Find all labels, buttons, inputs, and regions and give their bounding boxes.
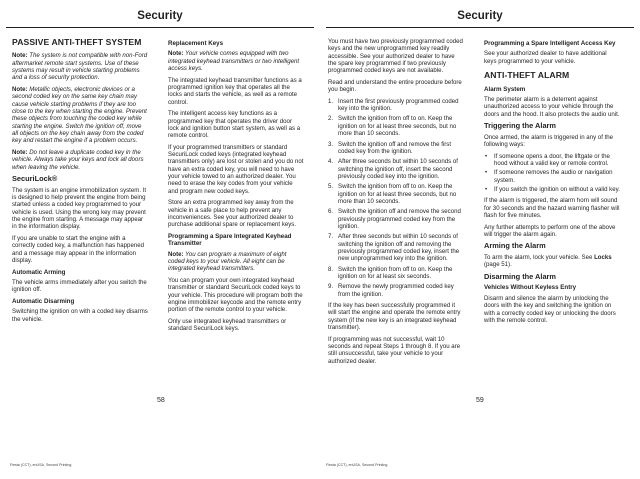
note-label: Note: (12, 85, 28, 93)
note-label: Note: (12, 52, 28, 60)
page-number: 59 (476, 397, 484, 404)
step-text: Remove the newly programmed coded key from the ignition. (338, 283, 454, 298)
body-paragraph (484, 254, 620, 269)
body-paragraph: If your programmed transmitters or standard SecuriLock coded keys (integrated keyhead transmitters only) are lost or stolen and you do not have an extra coded key, you will need to have your vehicle towed to an authorized dealer. You need to erase the key codes from your vehicle and program new coded keys. (168, 143, 304, 195)
page-header (326, 6, 634, 28)
body-paragraph: The integrated keyhead transmitter functions as a programmed ignition key that operates all the locks and starts the vehicle, as well as a remote control. (168, 76, 302, 106)
body-paragraph: See your authorized dealer to have additional keys programmed to your vehicle. (484, 50, 607, 65)
programming-spare-keyhead-heading: Programming a Spare Integrated Keyhead Transmitter (168, 232, 292, 248)
body-paragraph: The intelligent access key functions as a programmed key that operates the driver door lock and ignition button start system, as well as a remote control. (168, 110, 301, 140)
step-number: 4. (328, 158, 334, 166)
note-text: Metallic objects, electronic devices or a second coded key on the same key chain may cause vehicle starting problems if they are too close to the key when starting the engine. Prevent these objects from touching the coded key while starting the engine. Switch the ignition off, move all objects on the key chain away from the coded key and restart the engine if a problem occurs. (12, 85, 147, 145)
trigger-text: If someone removes the audio or navigation system. (494, 169, 613, 184)
page-title: Security (457, 10, 503, 22)
step-number: 9. (328, 283, 334, 291)
bullet-icon: • (485, 152, 488, 160)
step-item (328, 283, 464, 298)
body-paragraph: Disarm and silence the alarm by unlocking the doors with the key and switching the ignition on with a correctly coded key or unlocking the doors with the remote control. (484, 294, 616, 324)
step-text: After three seconds but within 10 seconds of switching the ignition off, insert the second previously coded key into the ignition. (338, 158, 458, 180)
automatic-arming-heading: Automatic Arming (12, 268, 66, 276)
bullet-icon: • (485, 185, 488, 193)
body-paragraph: Only use integrated keyhead transmitters or standard SecuriLock keys. (168, 317, 287, 333)
body-paragraph: You can program your own integrated keyhead transmitter or standard SecuriLock coded keys to your vehicle. This procedure will program both the engine immobilizer keycode and the remote entry portion of the remote control to your vehicle. (168, 276, 303, 314)
body-paragraph: You must have two previously programmed coded keys and the new unprogrammed key readily accessible. See your authorized dealer to have the spare key programmed if two previously programmed coded keys are not available. (328, 38, 463, 75)
passive-anti-theft-heading: PASSIVE ANTI-THEFT SYSTEM (12, 37, 142, 47)
page-number: 58 (157, 397, 165, 404)
locks-page-link[interactable]: Locks (594, 254, 612, 261)
body-paragraph: The vehicle arms immediately after you switch the ignition off. (12, 278, 147, 294)
right-column (484, 38, 620, 328)
note-paragraph (168, 251, 304, 273)
body-paragraph: Once armed, the alarm is triggered in any of the following ways: (484, 133, 614, 149)
trigger-text: If you switch the ignition on without a valid key. (494, 185, 620, 193)
step-number: 8. (328, 265, 334, 273)
note-paragraph (12, 149, 148, 171)
trigger-item (484, 169, 620, 184)
note-label: Note: (168, 50, 184, 58)
body-paragraph: If the alarm is triggered, the alarm horn will sound for 30 seconds and the hazard warning flasher will flash for five minutes. (484, 197, 620, 219)
body-paragraph: Switching the ignition on with a coded key disarms the vehicle. (12, 308, 148, 323)
step-text: Switch the ignition from off to on. Keep the ignition on for at least six seconds. (338, 265, 453, 280)
step-item (328, 115, 464, 137)
step-text: After three seconds but within 10 seconds of switching the ignition off and removing the previously programmed coded key, insert the new unprogrammed key into the ignition. (338, 233, 460, 263)
left-column (12, 38, 148, 327)
note-paragraph (12, 86, 148, 145)
note-text: Do not leave a duplicate coded key in the vehicle. Always take your keys and lock all doors when leaving the vehicle. (12, 148, 144, 171)
automatic-disarming-heading: Automatic Disarming (12, 297, 75, 305)
step-text: Insert the first previously programmed coded key into the ignition. (338, 97, 459, 113)
programming-steps-list (328, 98, 464, 298)
page-title: Security (137, 10, 183, 22)
bullet-icon: • (485, 169, 488, 177)
page-header (6, 6, 314, 28)
note-text: You can program a maximum of eight coded keys to your vehicle. All eight can be integrated keyhead transmitters. (168, 250, 287, 273)
arming-page-ref: (page 51). (484, 261, 512, 269)
step-number: 7. (328, 233, 334, 241)
no-keyless-entry-heading: Vehicles Without Keyless Entry (484, 284, 577, 292)
note-paragraph (168, 50, 304, 72)
body-paragraph: The system is an engine immobilization system. It is designed to help prevent the engine from being started unless a coded key programmed to your vehicle is used. Using the wrong key may prevent the engine from starting. A message may appear in the information display. (12, 186, 147, 231)
step-number: 6. (328, 208, 334, 216)
step-text: Switch the ignition from off to on. Keep the ignition on for at least three seconds, but no more than 10 seconds. (338, 115, 457, 138)
body-paragraph: If programming was not successful, wait 10 seconds and repeat Steps 1 through 8. If you are still unsuccessful, take your vehicle to your authorized dealer. (328, 335, 461, 365)
trigger-item (484, 153, 620, 168)
step-item (328, 233, 464, 262)
trigger-list (484, 153, 620, 194)
step-item (328, 158, 464, 180)
right-page (320, 0, 640, 479)
step-number: 1. (328, 97, 334, 105)
body-paragraph: If you are unable to start the engine with a correctly coded key, a malfunction has happened and a message may appear in the information display. (12, 234, 144, 264)
note-text: Your vehicle comes equipped with two integrated keyhead transmitters or two intelligent access keys. (168, 50, 300, 73)
step-item (328, 98, 464, 113)
step-text: Switch the ignition off and remove the second previously programmed coded key from the ignition. (338, 208, 461, 230)
page-footer: Fiesta (CCT), enUSA, Second Printing (326, 463, 388, 467)
note-label: Note: (168, 250, 184, 258)
step-number: 5. (328, 183, 334, 191)
body-paragraph: Read and understand the entire procedure before you begin. (328, 78, 462, 94)
body-paragraph: If the key has been successfully programmed it will start the engine and operate the remote entry system (if the new key is an integrated keyhead transmitter). (328, 302, 461, 332)
step-text: Switch the ignition off and remove the first coded key from the ignition. (338, 140, 452, 155)
triggering-alarm-heading: Triggering the Alarm (484, 121, 557, 131)
body-paragraph: Store an extra programmed key away from the vehicle in a safe place to help prevent any inconveniences. See your authorized dealer to purchase additional spare or replacement keys. (168, 199, 297, 229)
step-item (328, 266, 464, 281)
body-paragraph: Any further attempts to perform one of the above will trigger the alarm again. (484, 223, 616, 238)
arming-alarm-heading: Arming the Alarm (484, 241, 546, 251)
securilock-heading: SecuriLock® (12, 174, 58, 184)
replacement-keys-heading: Replacement Keys (168, 40, 224, 47)
programming-intelligent-key-heading: Programming a Spare Intelligent Access Key (484, 40, 616, 47)
body-paragraph: The perimeter alarm is a deterrent against unauthorized access to your vehicle through the doors and the hood. It also protects the audio unit. (484, 95, 620, 118)
step-item (328, 141, 464, 156)
step-item (328, 208, 464, 230)
anti-theft-alarm-heading: ANTI-THEFT ALARM (484, 70, 570, 81)
step-item (328, 183, 464, 205)
note-paragraph (12, 52, 148, 81)
note-text: The system is not compatible with non-Ford aftermarket remote start systems. Use of these systems may result in vehicle starting problems and a loss of security protection. (12, 52, 148, 82)
page-footer: Fiesta (CCT), enUSA, Second Printing (10, 463, 72, 467)
step-number: 3. (328, 140, 334, 148)
trigger-text: If someone opens a door, the liftgate or the hood without a valid key or remote control. (494, 152, 610, 167)
alarm-system-heading: Alarm System (484, 85, 526, 93)
arming-text: To arm the alarm, lock your vehicle. See (484, 254, 595, 261)
right-column (168, 38, 304, 337)
trigger-item (484, 186, 620, 193)
step-text: Switch the ignition from off to on. Keep the ignition on for at least three seconds, but no more than 10 seconds. (338, 183, 457, 205)
left-column (328, 38, 464, 369)
disarming-alarm-heading: Disarming the Alarm (484, 271, 557, 281)
note-label: Note: (12, 148, 28, 156)
step-number: 2. (328, 115, 334, 123)
